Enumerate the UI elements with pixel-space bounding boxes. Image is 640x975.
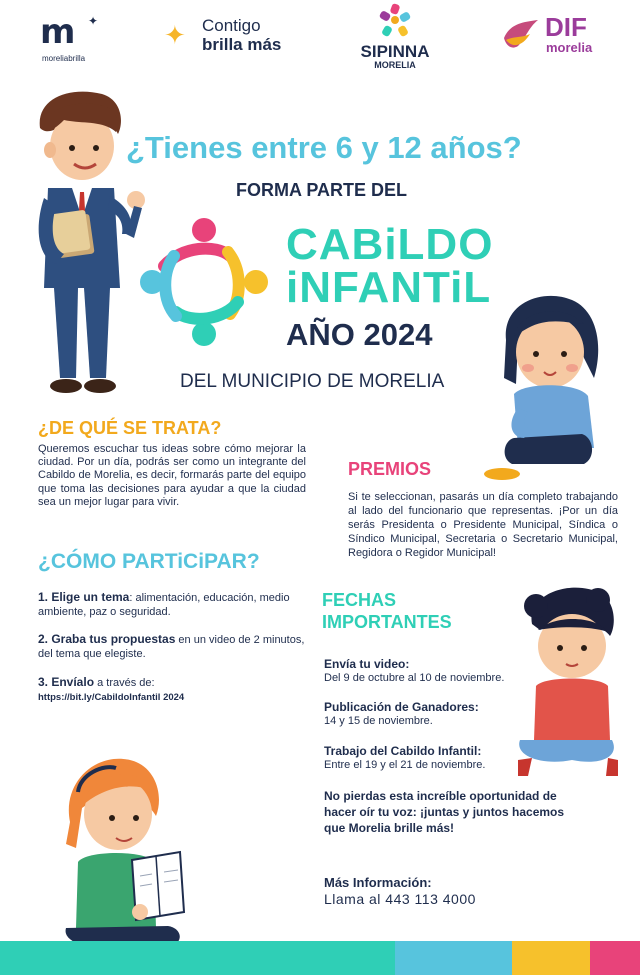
fechas-heading-line1: FECHAS — [322, 590, 397, 610]
footer-bar-pink — [590, 941, 640, 975]
date-value: Entre el 19 y el 21 de noviembre. — [324, 759, 486, 771]
trata-body: Queremos escuchar tus ideas sobre cómo mejorar la ciudad. Por un día, podrás ser como un integrante del Cabildo de Morelia, es decir, formarás parte del equipo que toma las decisiones para ayudar a que la ciudad sea un mejor lugar para vivir. — [38, 443, 306, 508]
girl-reading-illustration — [56, 752, 206, 962]
dif-bird-icon — [500, 16, 542, 56]
sparkle-icon: ✦ — [88, 14, 99, 28]
cabildo-emblem-icon — [134, 212, 274, 352]
footer-bar-teal — [0, 941, 395, 975]
sipinna-logo — [345, 2, 445, 70]
step-text: a través de: — [94, 677, 155, 689]
footer-bar-yellow — [512, 941, 590, 975]
premios-body: Si te seleccionan, pasarás un día completo trabajando al lado del funcionario que representas. ¡Por un día serás Presidenta o Presidente Municipal, Síndica o Síndico Municipal, Secretaria o Secretario Municipal, Regidora o Regidor Municipal! — [348, 491, 618, 559]
premios-heading: PREMIOS — [348, 459, 432, 479]
dif-title: DIF — [545, 12, 587, 42]
como-participar-heading: ¿CÓMO PARTiCiPAR? — [38, 550, 260, 573]
dif-logo — [500, 12, 610, 56]
morelia-brilla-logo — [40, 12, 110, 66]
date-value: Del 9 de octubre al 10 de noviembre. — [324, 672, 505, 684]
step-item — [38, 675, 308, 705]
girl-sitting-illustration — [484, 288, 624, 483]
morelia-logo-sub: moreliabrilla — [42, 54, 86, 63]
cabildo-title-line2: iNFANTiL — [286, 263, 492, 312]
boy-sitting-illustration — [512, 580, 622, 780]
step-item — [38, 590, 308, 619]
phone-number[interactable]: Llama al 443 113 4000 — [324, 891, 476, 907]
step-text: : alimentación, educación, medio ambiente, paz o seguridad. — [38, 592, 290, 618]
info-label: Más Información: — [324, 875, 432, 890]
date-label: Publicación de Ganadores: — [324, 700, 479, 714]
star-icon: ✦ — [164, 20, 186, 50]
contigo-brilla-logo — [164, 14, 294, 54]
brilla-text: brilla más — [202, 35, 282, 54]
morelia-m-mark: m — [40, 12, 76, 52]
date-label: Trabajo del Cabildo Infantil: — [324, 744, 482, 758]
date-value: 14 y 15 de noviembre. — [324, 715, 433, 727]
sipinna-emblem-icon — [375, 2, 415, 42]
contigo-text: Contigo — [202, 16, 261, 35]
step-lead: 2. Graba tus propuestas — [38, 632, 176, 646]
dif-sub: morelia — [546, 40, 593, 55]
municipio-text: DEL MUNICIPIO DE MORELIA — [180, 371, 445, 392]
call-to-action-text: No pierdas esta increíble oportunidad de hacer oír tu voz: ¡juntas y juntos hacemos que Morelia brille más! — [324, 789, 565, 835]
forma-parte-text: FORMA PARTE DEL — [236, 180, 407, 200]
step-item — [38, 632, 308, 661]
submission-link[interactable]: https://bit.ly/CabildoInfantil 2024 — [38, 692, 185, 703]
sipinna-sub: MORELIA — [374, 60, 416, 70]
age-question-heading: ¿Tienes entre 6 y 12 años? — [126, 130, 522, 165]
date-label: Envía tu video: — [324, 657, 410, 671]
step-lead: 1. Elige un tema — [38, 590, 130, 604]
year-heading: AÑO 2024 — [286, 317, 433, 352]
step-lead: 3. Envíalo — [38, 675, 95, 689]
sipinna-title: SIPINNA — [360, 42, 430, 61]
trata-heading: ¿DE QUÉ SE TRATA? — [38, 418, 222, 438]
cabildo-title-line1: CABiLDO — [286, 220, 494, 269]
footer-bar-cyan — [395, 941, 512, 975]
step-text: en un video de 2 minutos, del tema que elegiste. — [38, 634, 305, 660]
fechas-heading-line2: IMPORTANTES — [322, 612, 452, 632]
